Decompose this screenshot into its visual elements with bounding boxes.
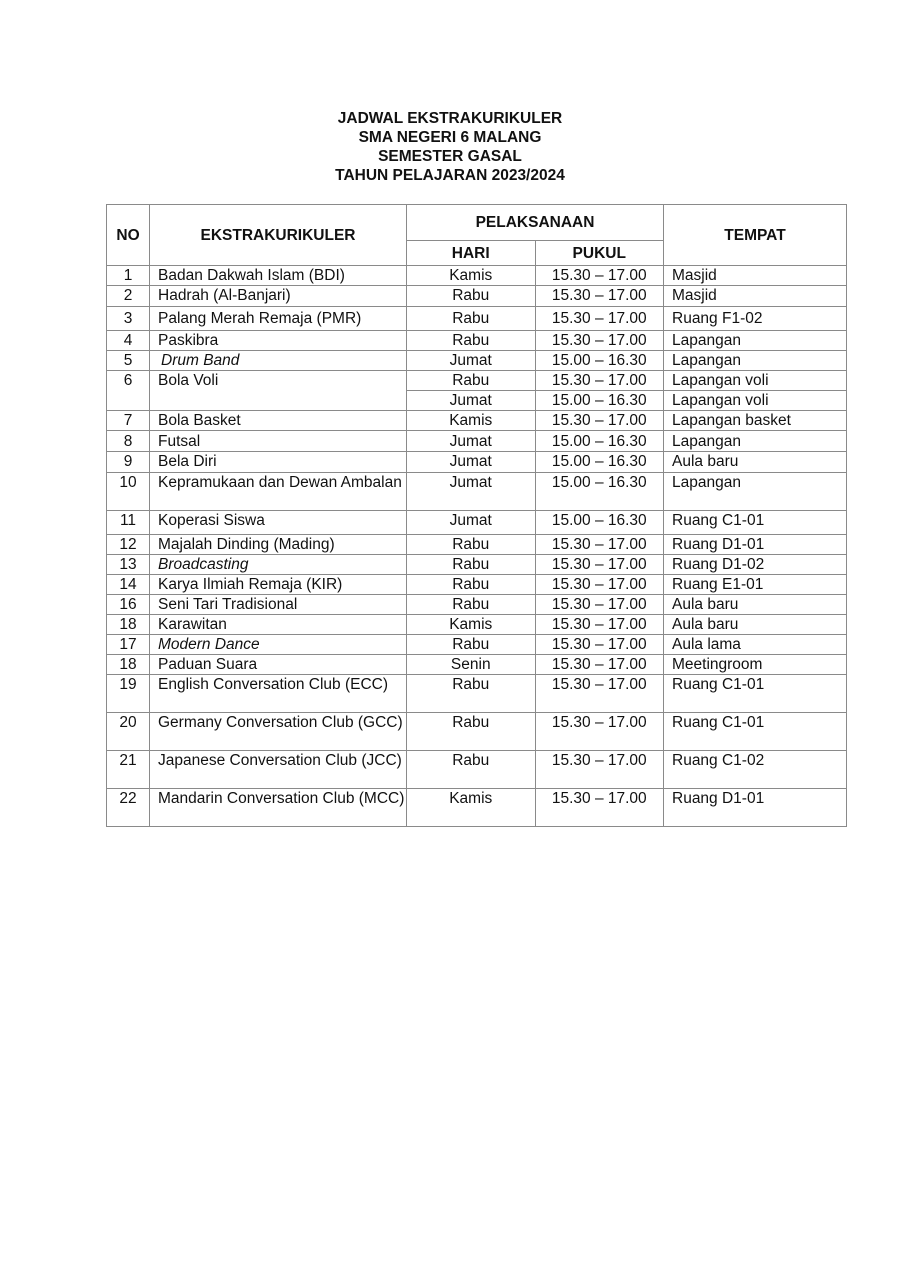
- cell-tempat: Lapangan basket: [664, 411, 847, 431]
- cell-name: Mandarin Conversation Club (MCC): [150, 789, 407, 827]
- cell-no: 1: [107, 266, 150, 286]
- table-row: [107, 655, 847, 675]
- table-row: [107, 371, 847, 391]
- cell-tempat: Ruang D1-02: [664, 555, 847, 575]
- cell-no: 20: [107, 713, 150, 751]
- cell-name: Majalah Dinding (Mading): [150, 535, 407, 555]
- cell-pukul: 15.30 – 17.00: [535, 615, 664, 635]
- cell-no: 8: [107, 431, 150, 452]
- table-row: [107, 675, 847, 713]
- table-row: [107, 473, 847, 511]
- table-row: [107, 713, 847, 751]
- header-hari: HARI: [407, 241, 536, 266]
- cell-hari: Jumat: [407, 431, 536, 452]
- cell-name: Kepramukaan dan Dewan Ambalan: [150, 473, 407, 511]
- cell-tempat: Ruang C1-02: [664, 751, 847, 789]
- cell-tempat: Ruang F1-02: [664, 307, 847, 331]
- cell-hari: Senin: [407, 655, 536, 675]
- cell-pukul: 15.30 – 17.00: [535, 595, 664, 615]
- cell-pukul: 15.30 – 17.00: [535, 371, 664, 391]
- header-ekstrakurikuler: EKSTRAKURIKULER: [150, 205, 407, 266]
- cell-name: Japanese Conversation Club (JCC): [150, 751, 407, 789]
- table-row: [107, 452, 847, 473]
- table-row: [107, 431, 847, 452]
- cell-no: 6: [107, 371, 150, 411]
- cell-tempat: Aula baru: [664, 615, 847, 635]
- table-row: [107, 307, 847, 331]
- cell-hari: Kamis: [407, 266, 536, 286]
- cell-name: Karya Ilmiah Remaja (KIR): [150, 575, 407, 595]
- document-title: [0, 109, 900, 185]
- header-tempat: TEMPAT: [664, 205, 847, 266]
- cell-hari: Rabu: [407, 286, 536, 307]
- cell-pukul: 15.30 – 17.00: [535, 789, 664, 827]
- table-row: [107, 266, 847, 286]
- cell-name: Karawitan: [150, 615, 407, 635]
- cell-name: Bela Diri: [150, 452, 407, 473]
- cell-hari: Rabu: [407, 307, 536, 331]
- cell-pukul: 15.00 – 16.30: [535, 473, 664, 511]
- cell-hari: Jumat: [407, 473, 536, 511]
- cell-pukul: 15.00 – 16.30: [535, 391, 664, 411]
- table-row: [107, 351, 847, 371]
- cell-tempat: Aula baru: [664, 595, 847, 615]
- cell-no: 16: [107, 595, 150, 615]
- cell-pukul: 15.00 – 16.30: [535, 351, 664, 371]
- cell-tempat: Aula lama: [664, 635, 847, 655]
- cell-no: 18: [107, 615, 150, 635]
- cell-tempat: Lapangan: [664, 431, 847, 452]
- table-row: [107, 286, 847, 307]
- table-row: [107, 535, 847, 555]
- table-row: [107, 635, 847, 655]
- cell-hari: Rabu: [407, 331, 536, 351]
- cell-pukul: 15.30 – 17.00: [535, 713, 664, 751]
- cell-name: English Conversation Club (ECC): [150, 675, 407, 713]
- cell-hari: Rabu: [407, 371, 536, 391]
- cell-name: Paduan Suara: [150, 655, 407, 675]
- cell-pukul: 15.30 – 17.00: [535, 655, 664, 675]
- cell-hari: Jumat: [407, 511, 536, 535]
- cell-hari: Jumat: [407, 452, 536, 473]
- cell-name: Palang Merah Remaja (PMR): [150, 307, 407, 331]
- cell-no: 10: [107, 473, 150, 511]
- cell-hari: Kamis: [407, 615, 536, 635]
- cell-no: 4: [107, 331, 150, 351]
- cell-name: Paskibra: [150, 331, 407, 351]
- cell-name: Seni Tari Tradisional: [150, 595, 407, 615]
- cell-no: 5: [107, 351, 150, 371]
- cell-name: Hadrah (Al-Banjari): [150, 286, 407, 307]
- cell-pukul: 15.30 – 17.00: [535, 575, 664, 595]
- cell-no: 3: [107, 307, 150, 331]
- cell-no: 13: [107, 555, 150, 575]
- cell-pukul: 15.30 – 17.00: [535, 675, 664, 713]
- cell-pukul: 15.30 – 17.00: [535, 331, 664, 351]
- cell-no: 14: [107, 575, 150, 595]
- cell-hari: Rabu: [407, 751, 536, 789]
- cell-name: Koperasi Siswa: [150, 511, 407, 535]
- cell-tempat: Ruang C1-01: [664, 675, 847, 713]
- table-row: [107, 751, 847, 789]
- cell-pukul: 15.30 – 17.00: [535, 555, 664, 575]
- cell-pukul: 15.30 – 17.00: [535, 751, 664, 789]
- title-line-3: SEMESTER GASAL: [378, 148, 522, 165]
- table-row: [107, 555, 847, 575]
- cell-tempat: Lapangan: [664, 331, 847, 351]
- cell-pukul: 15.30 – 17.00: [535, 635, 664, 655]
- cell-name: Badan Dakwah Islam (BDI): [150, 266, 407, 286]
- cell-no: 19: [107, 675, 150, 713]
- cell-no: 7: [107, 411, 150, 431]
- cell-pukul: 15.30 – 17.00: [535, 286, 664, 307]
- cell-pukul: 15.00 – 16.30: [535, 431, 664, 452]
- title-line-4: TAHUN PELAJARAN 2023/2024: [335, 167, 565, 184]
- cell-tempat: Masjid: [664, 286, 847, 307]
- cell-pukul: 15.30 – 17.00: [535, 411, 664, 431]
- cell-no: 2: [107, 286, 150, 307]
- cell-tempat: Aula baru: [664, 452, 847, 473]
- cell-hari: Jumat: [407, 391, 536, 411]
- cell-hari: Jumat: [407, 351, 536, 371]
- cell-no: 12: [107, 535, 150, 555]
- cell-name: Drum Band: [150, 351, 407, 371]
- cell-no: 9: [107, 452, 150, 473]
- cell-tempat: Lapangan: [664, 473, 847, 511]
- cell-pukul: 15.00 – 16.30: [535, 452, 664, 473]
- cell-tempat: Ruang C1-01: [664, 511, 847, 535]
- cell-tempat: Lapangan: [664, 351, 847, 371]
- cell-hari: Rabu: [407, 555, 536, 575]
- title-line-2: SMA NEGERI 6 MALANG: [358, 129, 542, 146]
- cell-name: Broadcasting: [150, 555, 407, 575]
- cell-name: Germany Conversation Club (GCC): [150, 713, 407, 751]
- cell-tempat: Masjid: [664, 266, 847, 286]
- cell-tempat: Ruang C1-01: [664, 713, 847, 751]
- cell-tempat: Lapangan voli: [664, 391, 847, 411]
- header-no: NO: [107, 205, 150, 266]
- table-row: [107, 411, 847, 431]
- table-row: [107, 511, 847, 535]
- table-row: [107, 789, 847, 827]
- cell-tempat: Lapangan voli: [664, 371, 847, 391]
- cell-name: Futsal: [150, 431, 407, 452]
- cell-no: 11: [107, 511, 150, 535]
- cell-name: Bola Voli: [150, 371, 407, 411]
- cell-no: 21: [107, 751, 150, 789]
- table-row: [107, 595, 847, 615]
- cell-hari: Rabu: [407, 675, 536, 713]
- cell-pukul: 15.00 – 16.30: [535, 511, 664, 535]
- cell-tempat: Ruang D1-01: [664, 535, 847, 555]
- cell-no: 22: [107, 789, 150, 827]
- cell-hari: Rabu: [407, 595, 536, 615]
- cell-tempat: Ruang E1-01: [664, 575, 847, 595]
- table-row: [107, 615, 847, 635]
- cell-name: Bola Basket: [150, 411, 407, 431]
- cell-name: Modern Dance: [150, 635, 407, 655]
- cell-no: 18: [107, 655, 150, 675]
- cell-hari: Rabu: [407, 635, 536, 655]
- cell-pukul: 15.30 – 17.00: [535, 535, 664, 555]
- cell-hari: Rabu: [407, 575, 536, 595]
- cell-pukul: 15.30 – 17.00: [535, 307, 664, 331]
- schedule-table: [106, 204, 847, 827]
- cell-hari: Rabu: [407, 713, 536, 751]
- table-row: [107, 575, 847, 595]
- title-line-1: JADWAL EKSTRAKURIKULER: [337, 110, 563, 127]
- cell-hari: Kamis: [407, 411, 536, 431]
- cell-hari: Rabu: [407, 535, 536, 555]
- cell-pukul: 15.30 – 17.00: [535, 266, 664, 286]
- cell-tempat: Meetingroom: [664, 655, 847, 675]
- cell-hari: Kamis: [407, 789, 536, 827]
- header-pukul: PUKUL: [535, 241, 664, 266]
- cell-no: 17: [107, 635, 150, 655]
- header-pelaksanaan: PELAKSANAAN: [407, 205, 664, 241]
- cell-tempat: Ruang D1-01: [664, 789, 847, 827]
- table-row: [107, 331, 847, 351]
